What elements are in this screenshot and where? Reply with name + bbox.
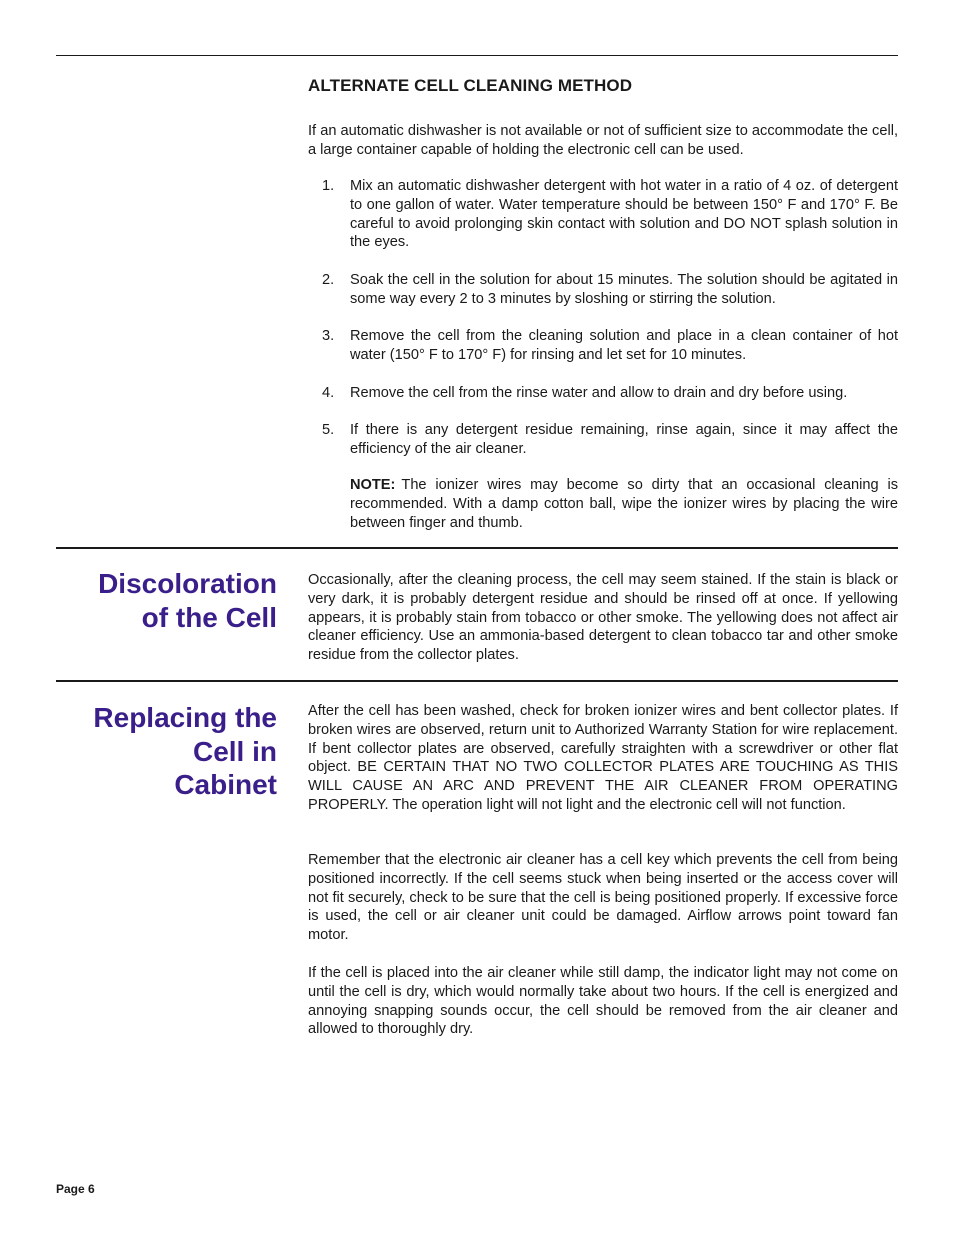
discoloration-heading <box>56 567 277 634</box>
section-divider <box>56 680 898 682</box>
step-text: Soak the cell in the solution for about 15 minutes. The solution should be agitated in some way every 2 to 3 minutes by sloshing or stirring the solution. <box>350 271 898 307</box>
step-number: 4. <box>322 384 335 401</box>
section-divider <box>56 547 898 549</box>
intro-paragraph: If an automatic dishwasher is not available or not of sufficient size to accommodate the cell, a large container capable of holding the electronic cell can be used. <box>308 123 898 158</box>
body-paragraph: Remember that the electronic air cleaner has a cell key which prevents the cell from being positioned incorrectly. If the cell seems stuck when being inserted or the access cover will not fit securely, check to be sure that the cell is being positioned properly. If excessive force is used, the cell or air cleaner unit could be damaged. Airflow arrows point toward fan motor. <box>308 852 898 944</box>
list-item <box>322 384 898 403</box>
heading-line: Discoloration <box>98 568 277 599</box>
list-item <box>322 421 898 459</box>
discoloration-paragraph: Occasionally, after the cleaning process, the cell may seem stained. If the stain is black or very dark, it is probably detergent residue and should be rinsed off at once. If yellowing appears, it is probably stain from tobacco or other smoke. The yellowing does not affect air cleaner efficiency. Use an ammonia-based detergent to clean tobacco tar and other smoke residue from the collector plates. <box>308 572 898 664</box>
replacing-heading <box>56 701 277 802</box>
body-paragraph: After the cell has been washed, check for broken ionizer wires and bent collector plates. If broken wires are observed, return unit to Authorized Warranty Station for wire replacement. If bent collector plates are observed, carefully straighten with a screwdriver or other flat object. BE CERTAIN THAT NO TWO COLLECTOR PLATES ARE TOUCHING AS THIS WILL CAUSE AN ARC AND PREVENT THE AIR CLEANER FROM OPERATING PROPERLY. The operation light will not light and the electronic cell will not function. <box>308 703 898 813</box>
list-item <box>322 271 898 309</box>
step-text: Mix an automatic dishwasher detergent with hot water in a ratio of 4 oz. of detergent to one gallon of water. Water temperature should be between 150° F and 170° F. Be careful to avoid prolonging skin contact with solution and DO NOT splash solution in the eyes. <box>350 178 898 251</box>
heading-line: of the Cell <box>141 601 277 633</box>
step-text: Remove the cell from the rinse water and allow to drain and dry before using. <box>350 384 848 401</box>
heading-line: Cabinet <box>174 769 277 800</box>
section-subheading: ALTERNATE CELL CLEANING METHOD <box>308 76 633 95</box>
list-item <box>322 327 898 365</box>
note-label: NOTE: <box>350 477 396 493</box>
replacing-paragraph-2 <box>308 851 898 945</box>
step-number: 5. <box>322 422 335 439</box>
step-number: 2. <box>322 271 335 288</box>
step-number: 1. <box>322 178 335 194</box>
note-text: The ionizer wires may become so dirty that an occasional cleaning is recommended. With a damp cotton ball, wipe the ionizer wires by placing the wire between finger and thumb. <box>350 477 898 531</box>
step-text: Remove the cell from the cleaning solution and place in a clean container of hot water (150° F to 170° F) for rinsing and let set for 10 minutes. <box>350 328 898 364</box>
step-number: 3. <box>322 328 335 345</box>
note-block <box>350 476 898 532</box>
heading-line: Replacing the <box>93 702 277 733</box>
step-text: If there is any detergent residue remaining, rinse again, since it may affect the efficiency of the air cleaner. <box>350 422 898 458</box>
replacing-paragraph-1 <box>308 702 898 815</box>
page-number: Page 6 <box>56 1182 95 1196</box>
cleaning-steps-list <box>322 177 898 478</box>
replacing-paragraph-3 <box>308 964 898 1039</box>
list-item <box>322 177 898 252</box>
heading-line: Cell in <box>192 735 277 767</box>
alternate-intro <box>308 122 898 160</box>
discoloration-body <box>308 571 898 665</box>
body-paragraph: If the cell is placed into the air cleaner while still damp, the indicator light may not come on until the cell is dry, which would normally take about two hours. If the cell is energized and annoying snapping sounds occur, the cell should be removed from the air cleaner and allowed to thoroughly dry. <box>308 965 898 1038</box>
top-divider <box>56 55 898 56</box>
